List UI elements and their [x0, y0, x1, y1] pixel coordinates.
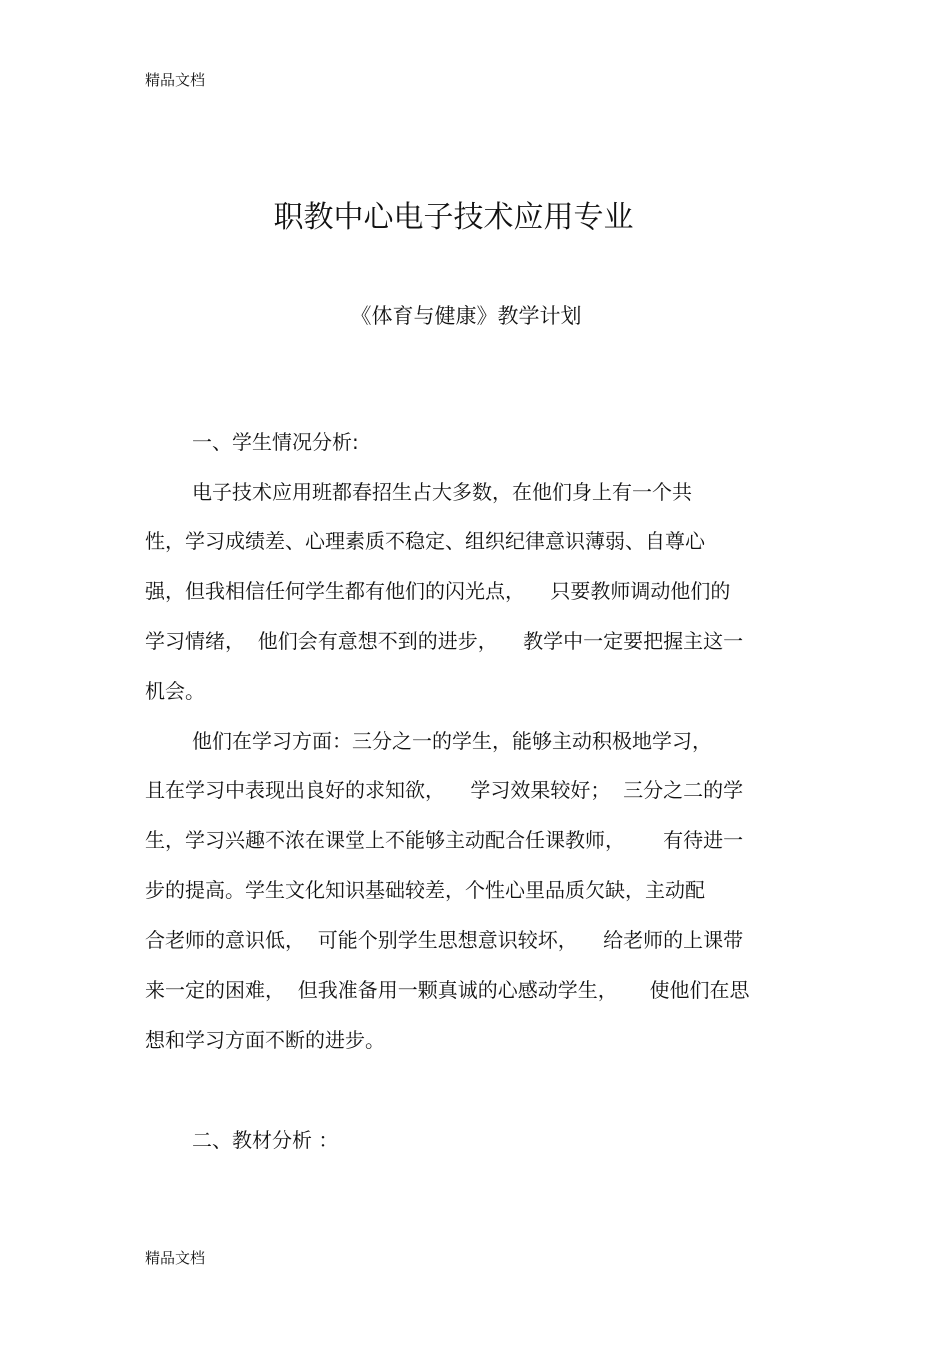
paragraph-line: 且在学习中表现出良好的求知欲， 学习效果较好； 三分之二的学 [145, 778, 744, 802]
document-title: 职教中心电子技术应用专业 [273, 200, 634, 235]
document-subtitle: 《体育与健康》教学计划 [350, 304, 582, 328]
paragraph-line: 生，学习兴趣不浓在课堂上不能够主动配合任课教师， 有待进一 [145, 828, 744, 852]
paragraph-line: 他们在学习方面：三分之一的学生，能够主动积极地学习， [192, 729, 712, 753]
paragraph-line: 想和学习方面不断的进步。 [145, 1028, 385, 1052]
section1-heading: 一、学生情况分析: [192, 430, 359, 454]
paragraph-line: 合老师的意识低， 可能个别学生思想意识较坏， 给老师的上课带 [145, 928, 744, 952]
paragraph-line: 机会。 [145, 679, 205, 703]
paragraph-line: 来一定的困难， 但我准备用一颗真诚的心感动学生， 使他们在思 [145, 978, 750, 1002]
paragraph-line: 学习情绪， 他们会有意想不到的进步， 教学中一定要把握主这一 [145, 629, 744, 653]
page-footer: 精品文档 [145, 1249, 206, 1267]
paragraph-line: 强，但我相信任何学生都有他们的闪光点， 只要教师调动他们的 [145, 579, 731, 603]
section2-heading: 二、教材分析 ： [192, 1128, 339, 1152]
paragraph-line: 性，学习成绩差、心理素质不稳定、组织纪律意识薄弱、自尊心 [145, 529, 705, 553]
page-header: 精品文档 [145, 71, 206, 89]
paragraph-line: 电子技术应用班都春招生占大多数，在他们身上有一个共 [192, 480, 692, 504]
paragraph-line: 步的提高。学生文化知识基础较差，个性心里品质欠缺，主动配 [145, 878, 705, 902]
